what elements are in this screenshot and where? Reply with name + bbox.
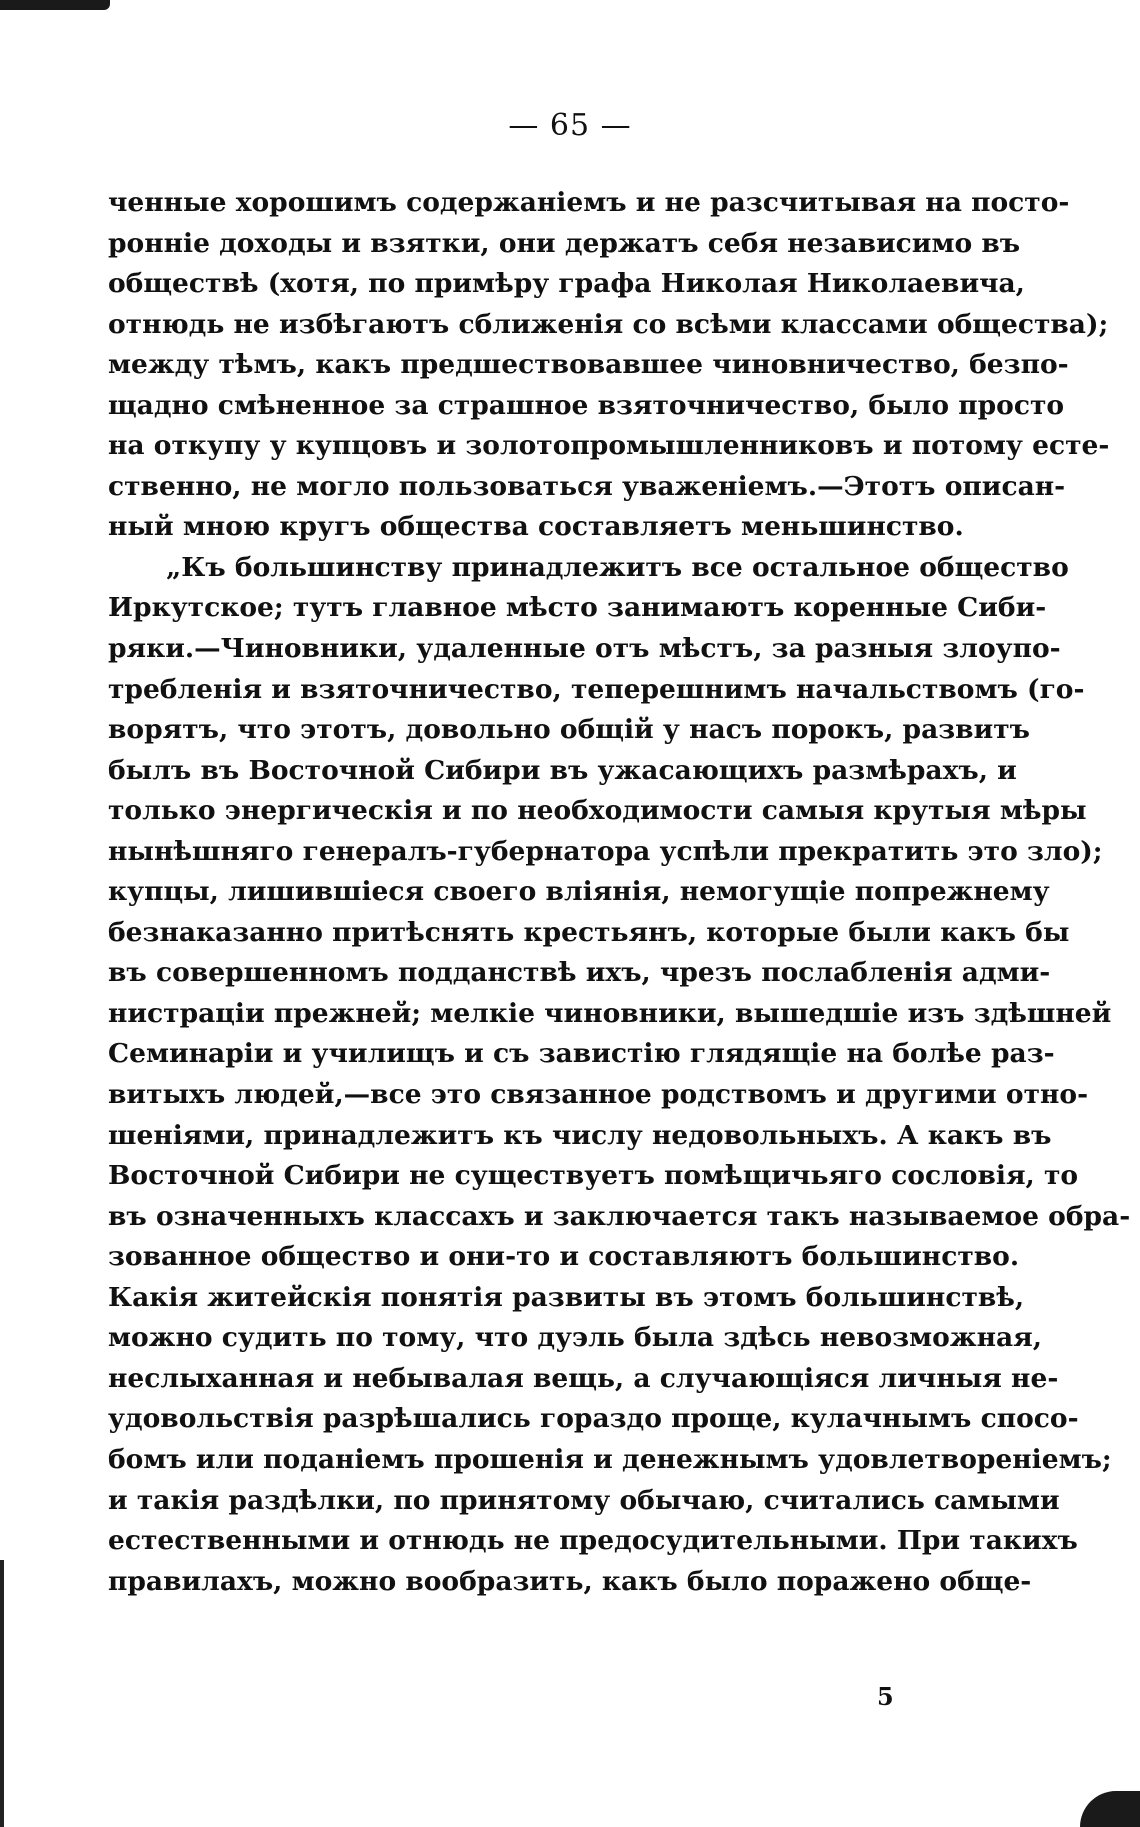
text-line: между тѣмъ, какъ предшествовавшее чиновничество, безпо- [108,349,1069,381]
text-line: въ означенныхъ классахъ и заключается такъ называемое обра- [108,1200,1131,1232]
text-line: былъ въ Восточной Сибири въ ужасающихъ размѣрахъ, и [108,754,1017,786]
text-line: естественными и отнюдь не предосудительными. При такихъ [108,1525,1078,1557]
text-line: шеніями, принадлежитъ къ числу недовольныхъ. А какъ въ [108,1119,1052,1151]
text-line: витыхъ людей,—все это связанное родствомъ и другими отно- [108,1079,1089,1111]
text-line: зованное общество и они-то и составляютъ большинство. [108,1241,1020,1273]
page-number: — 65 — [508,108,632,143]
text-line: правилахъ, можно вообразить, какъ было поражено обще- [108,1565,1032,1597]
text-line: ряки.—Чиновники, удаленные отъ мѣстъ, за разныя злоупо- [108,633,1061,665]
text-line: въ совершенномъ подданствѣ ихъ, чрезъ послабленія адми- [108,957,1051,989]
text-line: удовольствія разрѣшались гораздо проще, кулачнымъ спосо- [108,1403,1079,1435]
text-line: только энергическія и по необходимости самыя крутыя мѣры [108,795,1087,827]
scan-artifact-left-edge [0,1560,4,1827]
body-text [108,183,1131,1602]
text-line: требленія и взяточничество, теперешнимъ начальствомъ (го- [108,673,1085,705]
scan-artifact-bottom [1080,1791,1140,1827]
text-line: Семинаріи и училищъ и съ завистію глядящіе на болѣе раз- [108,1038,1055,1070]
signature-mark: 5 [877,1682,894,1711]
text-line: щадно смѣненное за страшное взяточничество, было просто [108,389,1065,421]
text-line: Иркутское; тутъ главное мѣсто занимаютъ коренные Сиби- [108,592,1047,624]
scan-artifact-top [0,0,110,10]
paragraph-start-line: „Къ большинству принадлежитъ все остальное общество [166,551,1069,583]
text-line: купцы, лишившіеся своего вліянія, немогущіе попрежнему [108,876,1050,908]
text-line: ченные хорошимъ содержаніемъ и не разсчитывая на посто- [108,187,1070,218]
text-line: можно судить по тому, что дуэль была здѣсь невозможная, [108,1322,1042,1354]
text-line: нынѣшняго генералъ-губернатора успѣли прекратить это зло); [108,835,1103,867]
text-line: бомъ или поданіемъ прошенія и денежнымъ удовлетвореніемъ; [108,1443,1112,1475]
text-line: отнюдь не избѣгаютъ сближенія со всѣми классами общества); [108,308,1109,340]
text-line: обществѣ (хотя, по примѣру графа Николая Николаевича, [108,268,1025,300]
text-line: на откупу у купцовъ и золотопромышленниковъ и потому есте- [108,430,1110,462]
text-line: нистраціи прежней; мелкіе чиновники, вышедшіе изъ здѣшней [108,997,1112,1029]
text-line: Восточной Сибири не существуетъ помѣщичьяго сословія, то [108,1160,1079,1192]
text-line: безнаказанно притѣснять крестьянъ, которые были какъ бы [108,916,1070,948]
text-line: Какія житейскія понятія развиты въ этомъ большинствѣ, [108,1281,1025,1313]
text-line: ронніе доходы и взятки, они держатъ себя независимо въ [108,227,1021,259]
text-line: ворятъ, что этотъ, довольно общій у насъ порокъ, развитъ [108,714,1030,746]
text-line: и такія раздѣлки, по принятому обычаю, считались самыми [108,1484,1060,1516]
text-line: неслыханная и небывалая вещь, а случающіяся личныя не- [108,1362,1059,1394]
paragraph-end-line: ный мною кругъ общества составляетъ меньшинство. [108,511,964,543]
text-line: ственно, не могло пользоваться уваженіемъ.—Этотъ описан- [108,470,1066,502]
